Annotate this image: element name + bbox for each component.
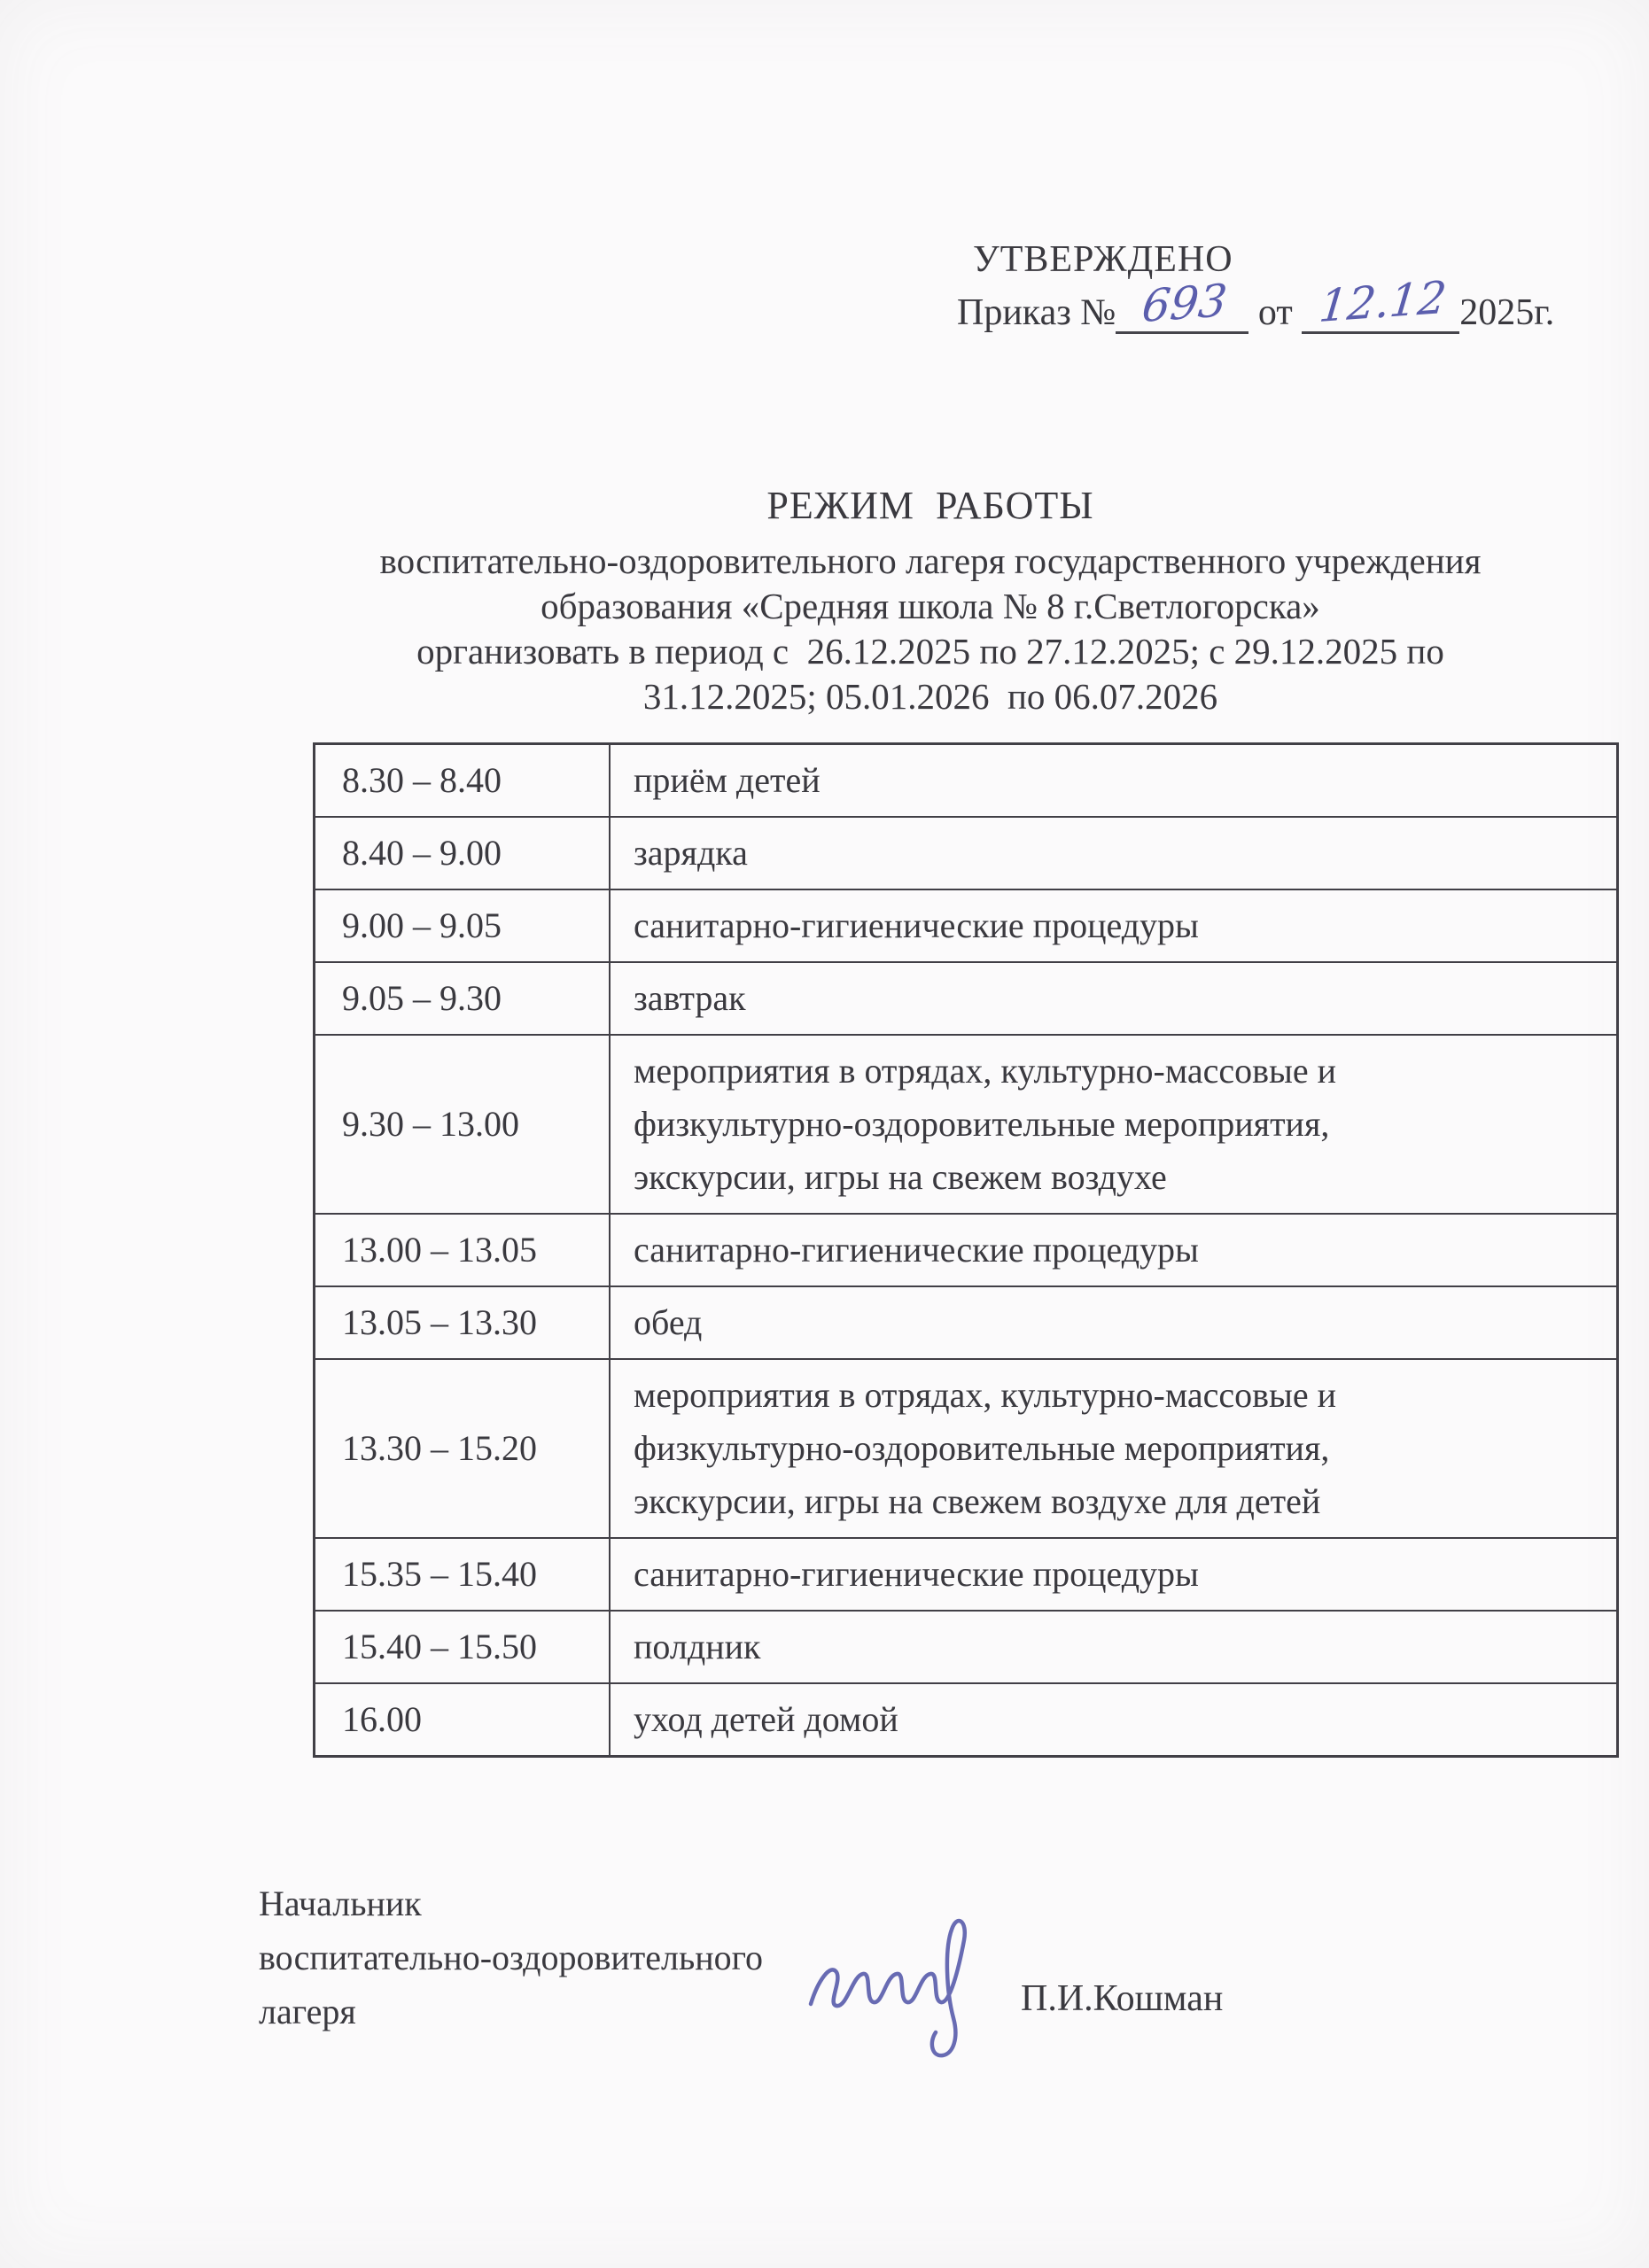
table-row bbox=[315, 1611, 1618, 1683]
schedule-table bbox=[313, 742, 1619, 1758]
activity-cell: завтрак bbox=[610, 962, 1618, 1035]
activity-cell: мероприятия в отрядах, культурно-массовые и физкультурно-оздоровительные мероприятия, экскурсии, игры на свежем воздухе для детей bbox=[610, 1359, 1618, 1538]
activity-cell: санитарно-гигиенические процедуры bbox=[610, 1214, 1618, 1286]
subtitle-line: 31.12.2025; 05.01.2026 по 06.07.2026 bbox=[642, 676, 1218, 717]
activity-cell: уход детей домой bbox=[610, 1683, 1618, 1757]
document-title: РЕЖИМ РАБОТЫ bbox=[766, 484, 1094, 527]
table-row bbox=[315, 962, 1618, 1035]
time-cell: 9.00 – 9.05 bbox=[315, 889, 611, 962]
signatory-name: П.И.Кошман bbox=[1021, 1978, 1224, 2019]
activity-cell: мероприятия в отрядах, культурно-массовые и физкультурно-оздоровительные мероприятия, экскурсии, игры на свежем воздухе bbox=[610, 1035, 1618, 1214]
signatory-role-line: лагеря bbox=[259, 1992, 356, 2031]
order-line bbox=[957, 271, 1555, 337]
time-cell: 9.30 – 13.00 bbox=[315, 1035, 611, 1214]
order-from-label: от bbox=[1248, 292, 1303, 333]
order-number-field bbox=[1116, 274, 1248, 334]
signatory-role bbox=[259, 1876, 763, 2039]
time-cell: 8.40 – 9.00 bbox=[315, 817, 611, 889]
table-row bbox=[315, 817, 1618, 889]
document-heading bbox=[284, 483, 1577, 719]
table-row bbox=[315, 1035, 1618, 1214]
approval-stamp bbox=[957, 236, 1554, 337]
subtitle-line: образования «Средняя школа № 8 г.Светлогорска» bbox=[541, 586, 1320, 626]
time-cell: 13.05 – 13.30 bbox=[315, 1286, 611, 1359]
table-row bbox=[315, 1538, 1618, 1611]
activity-cell: санитарно-гигиенические процедуры bbox=[610, 1538, 1618, 1611]
table-row bbox=[315, 1286, 1618, 1359]
table-row bbox=[315, 1214, 1618, 1286]
activity-cell: санитарно-гигиенические процедуры bbox=[610, 889, 1618, 962]
approved-label: УТВЕРЖДЕНО bbox=[973, 239, 1233, 280]
time-cell: 15.35 – 15.40 bbox=[315, 1538, 611, 1611]
table-row bbox=[315, 889, 1618, 962]
activity-cell: обед bbox=[610, 1286, 1618, 1359]
time-cell: 13.00 – 13.05 bbox=[315, 1214, 611, 1286]
order-date-handwritten: 12.12 bbox=[1316, 271, 1449, 333]
time-cell: 15.40 – 15.50 bbox=[315, 1611, 611, 1683]
activity-cell: приём детей bbox=[610, 744, 1618, 818]
signatory-role-line: Начальник bbox=[259, 1884, 422, 1923]
table-row bbox=[315, 1683, 1618, 1757]
time-cell: 13.30 – 15.20 bbox=[315, 1359, 611, 1538]
order-year-suffix: 2025г. bbox=[1459, 292, 1555, 333]
order-number-handwritten: 693 bbox=[1139, 274, 1230, 333]
table-row bbox=[315, 1359, 1618, 1538]
time-cell: 9.05 – 9.30 bbox=[315, 962, 611, 1035]
subtitle-line: организовать в период с 26.12.2025 по 27.12.2025; с 29.12.2025 по bbox=[416, 631, 1444, 672]
activity-cell: зарядка bbox=[610, 817, 1618, 889]
order-date-field bbox=[1302, 271, 1459, 334]
order-prefix: Приказ № bbox=[957, 292, 1116, 333]
time-cell: 16.00 bbox=[315, 1683, 611, 1757]
time-cell: 8.30 – 8.40 bbox=[315, 744, 611, 818]
handwritten-signature-icon bbox=[802, 1896, 1006, 2069]
signatory-role-line: воспитательно-оздоровительного bbox=[259, 1938, 764, 1977]
activity-cell: полдник bbox=[610, 1611, 1618, 1683]
table-row bbox=[315, 744, 1618, 818]
subtitle-line: воспитательно-оздоровительного лагеря государственного учреждения bbox=[379, 540, 1482, 581]
